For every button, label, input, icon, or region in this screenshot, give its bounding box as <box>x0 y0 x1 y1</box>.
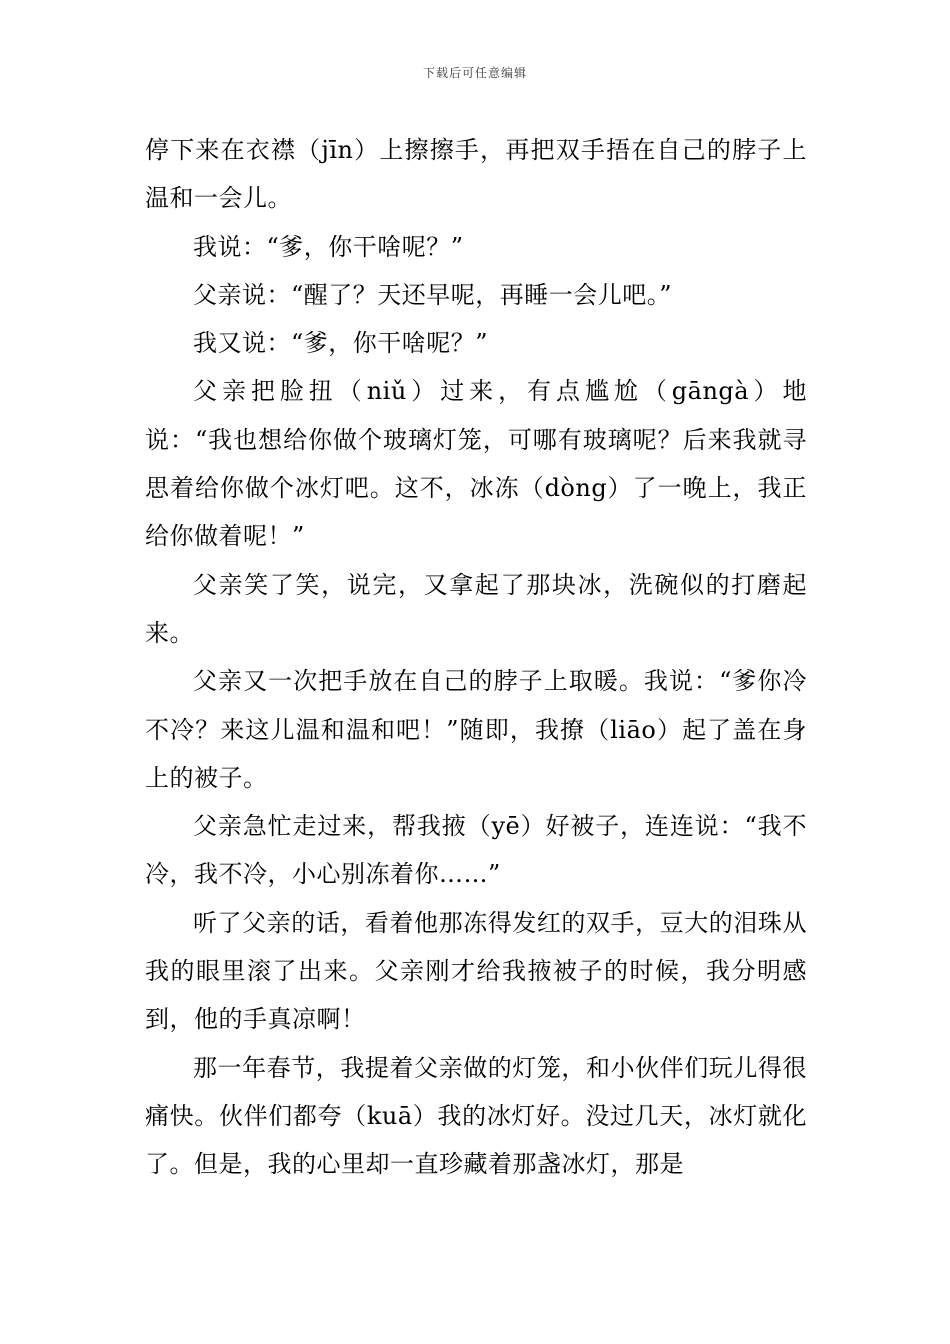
paragraph-6: 父亲笑了笑，说完，又拿起了那块冰，洗碗似的打磨起来。 <box>145 570 807 647</box>
paragraph-8: 父亲急忙走过来，帮我掖（yē）好被子，连连说：“我不冷，我不冷，小心别冻着你……” <box>145 812 807 889</box>
document-body <box>145 126 807 1189</box>
paragraph-3: 父亲说：“醒了？天还早呢，再睡一会儿吧。” <box>193 280 673 309</box>
paragraph-5: 父亲把脸扭（niǔ）过来，有点尴尬（gāngà）地说：“我也想给你做个玻璃灯笼，可哪有玻璃呢？后来我就寻思着给你做个冰灯吧。这不，冰冻（dòng）了一晚上，我正给你做着呢！” <box>145 377 807 551</box>
paragraph-9: 听了父亲的话，看着他那冻得发红的双手，豆大的泪珠从我的眼里滚了出来。父亲刚才给我掖被子的时候，我分明感到，他的手真凉啊！ <box>145 908 807 1034</box>
paragraph-2: 我说：“爹，你干啥呢？” <box>193 232 464 261</box>
paragraph-10: 那一年春节，我提着父亲做的灯笼，和小伙伴们玩儿得很痛快。伙伴们都夸（kuā）我的冰灯好。没过几天，冰灯就化了。但是，我的心里却一直珍藏着那盏冰灯，那是 <box>145 1053 807 1179</box>
paragraph-7: 父亲又一次把手放在自己的脖子上取暖。我说：“爹你冷不冷？来这儿温和温和吧！”随即，我撩（liāo）起了盖在身上的被子。 <box>145 667 807 792</box>
paragraph-1: 停下来在衣襟（jīn）上擦擦手，再把双手捂在自己的脖子上温和一会儿。 <box>145 136 807 213</box>
paragraph-4: 我又说：“爹，你干啥呢？” <box>193 329 489 358</box>
page-header: 下载后可任意编辑 <box>422 66 527 80</box>
